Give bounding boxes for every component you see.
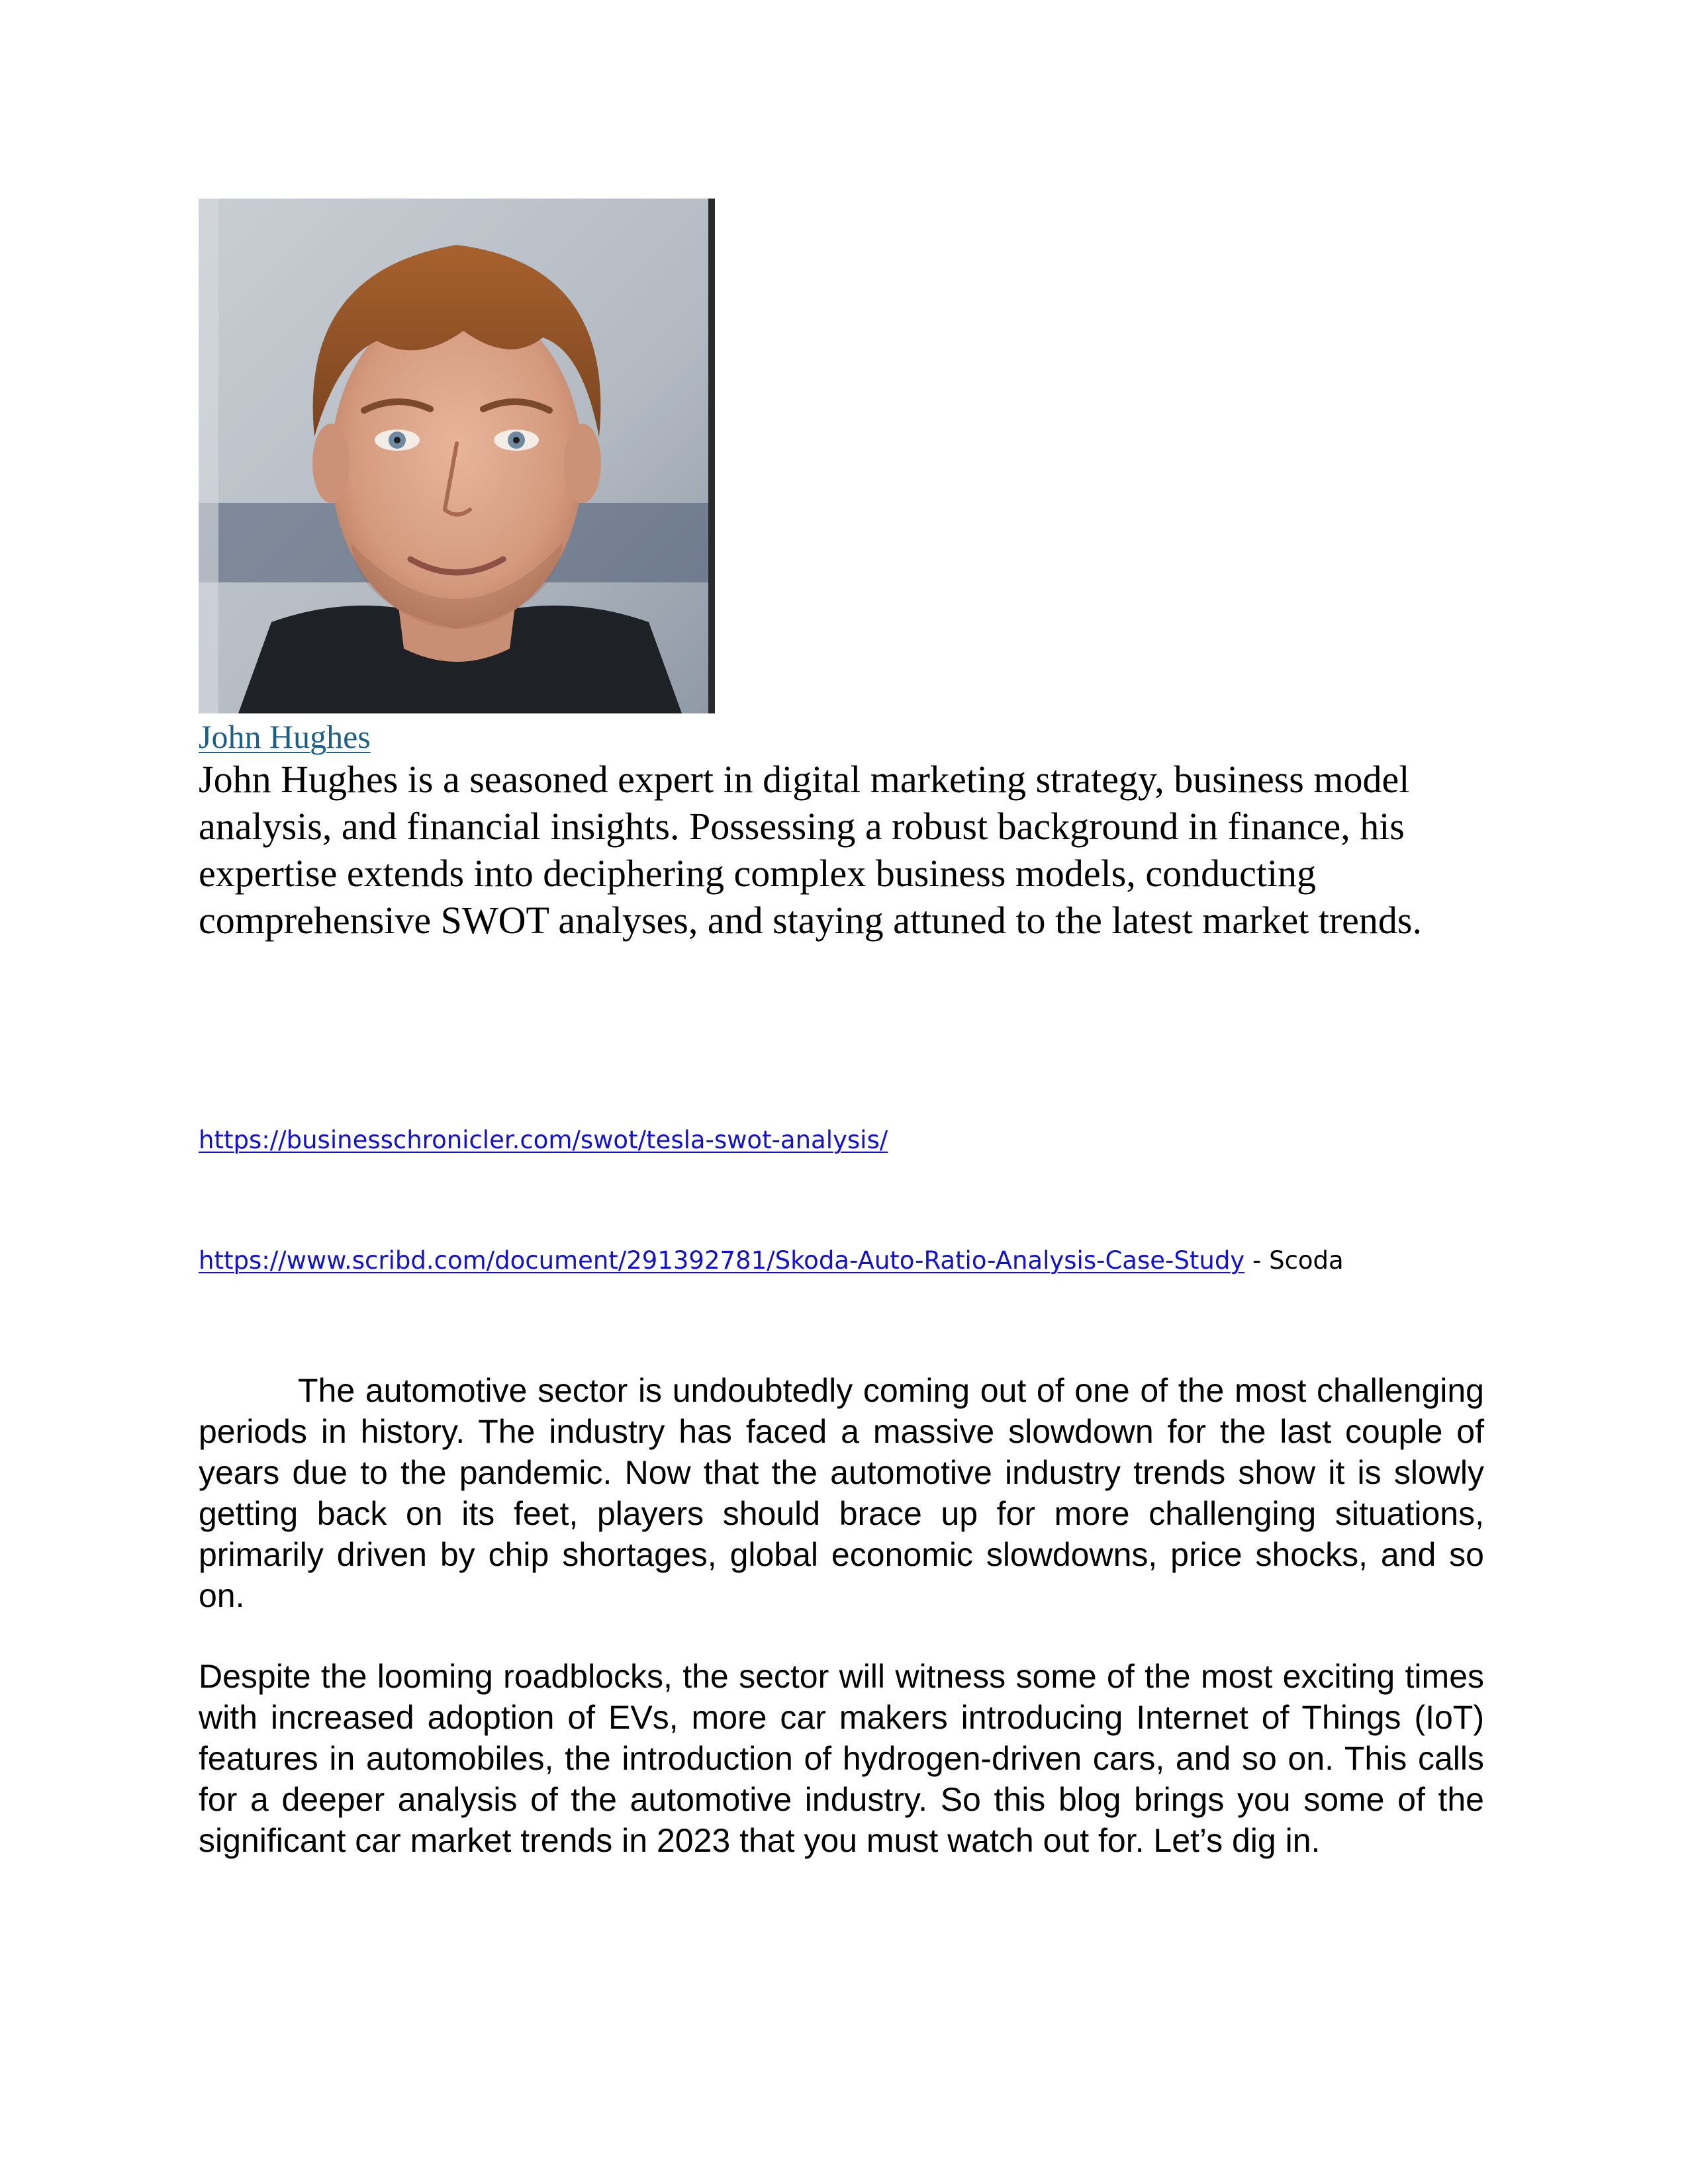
reference-suffix: - Scoda: [1244, 1246, 1344, 1275]
reference-link-tesla-swot[interactable]: https://businesschronicler.com/swot/tesla-swot-analysis/: [199, 1126, 888, 1154]
author-name-link[interactable]: John Hughes: [199, 718, 371, 755]
author-photo: [199, 199, 715, 713]
reference-row-skoda: [199, 1244, 1344, 1277]
reference-link-skoda-ratio[interactable]: https://www.scribd.com/document/291392781/Skoda-Auto-Ratio-Analysis-Case-Study: [199, 1246, 1245, 1275]
body-paragraph-2: Despite the looming roadblocks, the sector will witness some of the most exciting times with increased adoption of EVs, more car makers introducing Internet of Things (IoT) features in automobiles, the introduction of hydrogen-driven cars, and so on. This calls for a deeper analysis of the automotive industry. So this blog brings you some of the significant car market trends in 2023 that you must watch out for. Let’s dig in.: [199, 1658, 1484, 1859]
body-paragraph-1: The automotive sector is undoubtedly coming out of one of the most challenging periods in history. The industry has faced a massive slowdown for the last couple of years due to the pandemic. Now that the automotive industry trends show it is slowly getting back on its feet, players should brace up for more challenging situations, primarily driven by chip shortages, global economic slowdowns, price shocks, and so on.: [199, 1372, 1484, 1614]
author-portrait-image: [199, 199, 715, 713]
author-bio: John Hughes is a seasoned expert in digital marketing strategy, business model analysis, and financial insights. Possessing a robust background in finance, his expertise extends into deciphering complex business models, conducting comprehensive SWOT analyses, and staying attuned to the latest market trends.: [199, 758, 1422, 942]
